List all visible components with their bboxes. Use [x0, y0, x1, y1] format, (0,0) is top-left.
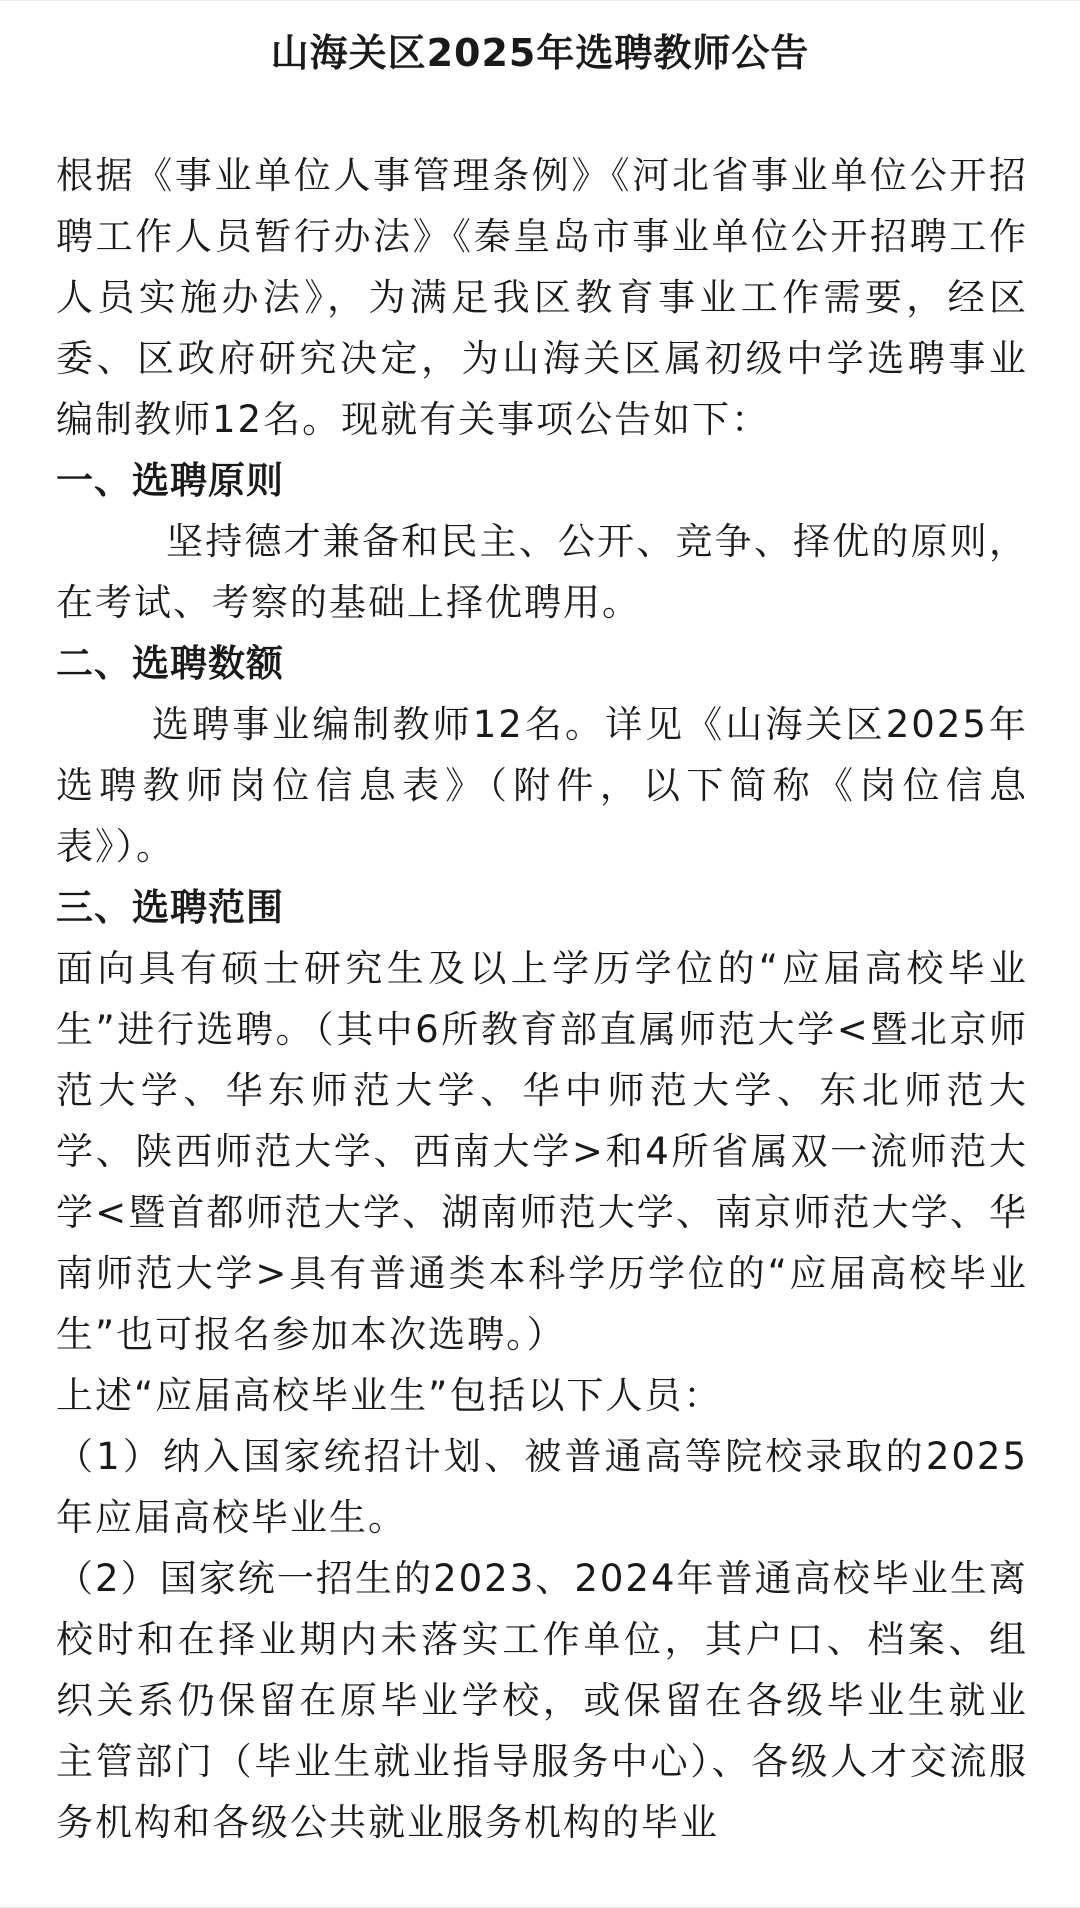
section-heading-principles: 一、选聘原则: [56, 459, 284, 502]
document-title: 山海关区2025年选聘教师公告: [270, 31, 810, 75]
document-body: [56, 145, 1028, 1853]
scope-paragraph: 面向具有硕士研究生及以上学历学位的“应届高校毕业生”进行选聘。（其中6所教育部直属师范大学<暨北京师范大学、华东师范大学、华中师范大学、东北师范大学、陕西师范大学、西南大学>和4所省属双一流师范大学<暨首都师范大学、湖南师范大学、南京师范大学、华南师范大学>具有普通类本科学历学位的“应届高校毕业生”也可报名参加本次选聘。）: [56, 947, 1028, 1356]
scope-item-2: （2）国家统一招生的2023、2024年普通高校毕业生离校时和在择业期内未落实工作单位，其户口、档案、组织关系仍保留在原毕业学校，或保留在各级毕业生就业主管部门（毕业生就业指导服务中心）、各级人才交流服务机构和各级公共就业服务机构的毕业: [56, 1557, 1028, 1844]
section-heading-quota: 二、选聘数额: [56, 642, 284, 685]
intro-paragraph: 根据《事业单位人事管理条例》《河北省事业单位公开招聘工作人员暂行办法》《秦皇岛市事业单位公开招聘工作人员实施办法》，为满足我区教育事业工作需要，经区委、区政府研究决定，为山海关区属初级中学选聘事业编制教师12名。现就有关事项公告如下：: [56, 154, 1028, 441]
quota-paragraph: 选聘事业编制教师12名。详见《山海关区2025年选聘教师岗位信息表》（附件，以下简称《岗位信息表》）。: [56, 703, 1028, 868]
scope-includes-line: 上述“应届高校毕业生”包括以下人员：: [56, 1374, 723, 1417]
scope-item-1: （1）纳入国家统招计划、被普通高等院校录取的2025年应届高校毕业生。: [56, 1435, 1028, 1539]
section-heading-scope: 三、选聘范围: [56, 886, 284, 929]
principles-paragraph: 坚持德才兼备和民主、公开、竞争、择优的原则，在考试、考察的基础上择优聘用。: [56, 520, 1028, 624]
